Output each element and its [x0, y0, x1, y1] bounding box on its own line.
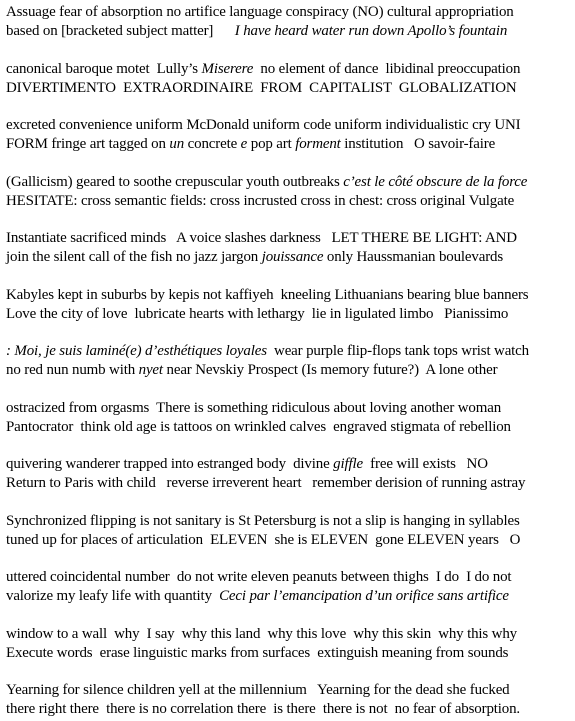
text-run: DIVERTIMENTO EXTRAORDINAIRE FROM CAPITALIST GLOBALIZATION [6, 79, 517, 96]
italic-phrase: un [169, 136, 185, 152]
italic-phrase: nyet [138, 362, 163, 378]
text-run: uttered coincidental number do not write eleven peanuts between thighs I do I do not [6, 569, 512, 585]
poem-line [6, 399, 573, 418]
poem-line [6, 418, 573, 437]
text-run: Yearning for silence children yell at the millennium Yearning for the dead she fucked [6, 682, 510, 698]
text-run: institution O savoir-faire [340, 136, 496, 152]
text-run: no red nun numb with [6, 362, 139, 378]
stanza [6, 455, 575, 493]
italic-phrase: e [240, 136, 248, 152]
poem-line [6, 192, 573, 211]
text-run: only Haussmanian boulevards [323, 249, 504, 265]
text-run: there right there there is no correlation there is there there is not no fear of absorption. [6, 701, 521, 717]
stanza [6, 681, 575, 719]
poem-line [6, 79, 573, 98]
stanza [6, 399, 575, 437]
text-run: based on [bracketed subject matter] [6, 23, 235, 39]
stanza [6, 512, 575, 550]
stanza [6, 116, 575, 154]
poem-line [6, 248, 573, 267]
stanza [6, 286, 575, 324]
poem-line [6, 474, 573, 493]
poem-line [6, 644, 573, 663]
poem-line [6, 361, 573, 380]
text-run: Return to Paris with child reverse irreverent heart remember derision of running astray [6, 475, 526, 491]
poem-line [6, 568, 573, 587]
italic-phrase: giffle [333, 456, 364, 472]
stanza [6, 173, 575, 211]
poem-line [6, 305, 573, 324]
poem-line [6, 587, 573, 606]
poem-line [6, 342, 573, 361]
poem-line [6, 60, 573, 79]
italic-phrase: forment [295, 136, 341, 152]
text-run: free will exists NO [363, 456, 488, 472]
text-run: pop art [247, 136, 296, 152]
italic-phrase: jouissance [261, 249, 324, 265]
text-run: Love the city of love lubricate hearts with lethargy lie in ligulated limbo Pianissimo [6, 305, 509, 322]
poem-line [6, 455, 573, 474]
text-run: (Gallicism) geared to soothe crepuscular youth outbreaks [6, 173, 344, 190]
italic-phrase: c’est le côté obscure de la force [343, 173, 528, 190]
poem-line [6, 116, 573, 135]
text-run: Kabyles kept in suburbs by kepis not kaffiyeh kneeling Lithuanians bearing blue banners [6, 286, 529, 303]
poem-line [6, 22, 573, 41]
italic-phrase: Miserere [201, 60, 254, 77]
stanza [6, 229, 575, 267]
poem-line [6, 531, 573, 550]
text-run: Pantocrator think old age is tattoos on wrinkled calves engraved stigmata of rebellion [6, 418, 511, 435]
text-run: quivering wanderer trapped into estranged body divine [6, 456, 334, 472]
italic-phrase: : Moi, je suis laminé(e) d’esthétiques loyales [6, 343, 267, 359]
text-run: Synchronized flipping is not sanitary is St Petersburg is not a slip is hanging in syllables [6, 512, 520, 529]
stanza [6, 625, 575, 663]
poem-line [6, 173, 573, 192]
italic-phrase: I have heard water run down Apollo’s fountain [234, 23, 508, 39]
text-run: excreted convenience uniform McDonald uniform code uniform individualistic cry UNI [6, 117, 521, 133]
text-run: valorize my leafy life with quantity [6, 588, 220, 604]
italic-phrase: Ceci par l’emancipation d’un orifice sans artifice [219, 588, 509, 604]
text-run: no element of dance libidinal preoccupation [253, 60, 521, 77]
text-run: Instantiate sacrificed minds A voice slashes darkness LET THERE BE LIGHT: AND [6, 230, 517, 246]
poem-line [6, 135, 573, 154]
text-run: Assuage fear of absorption no artifice language conspiracy (NO) cultural appropriation [6, 4, 514, 20]
text-run: near Nevskiy Prospect (Is memory future?) A lone other [162, 362, 498, 378]
poem-line [6, 3, 573, 22]
text-run: concrete [184, 136, 241, 152]
text-run: FORM fringe art tagged on [6, 136, 170, 152]
text-run: tuned up for places of articulation ELEVEN she is ELEVEN gone ELEVEN years O [6, 531, 521, 548]
poem-line [6, 286, 573, 305]
stanza [6, 342, 575, 380]
text-run: wear purple flip-flops tank tops wrist watch [266, 343, 529, 359]
poem-line [6, 625, 573, 644]
text-run: canonical baroque motet Lully’s [6, 60, 202, 77]
stanza [6, 60, 575, 98]
poem-line [6, 681, 573, 700]
stanza [6, 3, 575, 41]
text-run: HESITATE: cross semantic fields: cross incrusted cross in chest: cross original Vulgate [6, 192, 515, 209]
poem-line [6, 512, 573, 531]
poem-line [6, 229, 573, 248]
text-run: window to a wall why I say why this land why this love why this skin why this why [6, 625, 517, 642]
poem-line [6, 700, 573, 719]
text-run: join the silent call of the fish no jazz jargon [6, 249, 262, 265]
stanza [6, 568, 575, 606]
text-run: Execute words erase linguistic marks from surfaces extinguish meaning from sounds [6, 644, 509, 661]
text-run: ostracized from orgasms There is something ridiculous about loving another woman [6, 399, 502, 416]
